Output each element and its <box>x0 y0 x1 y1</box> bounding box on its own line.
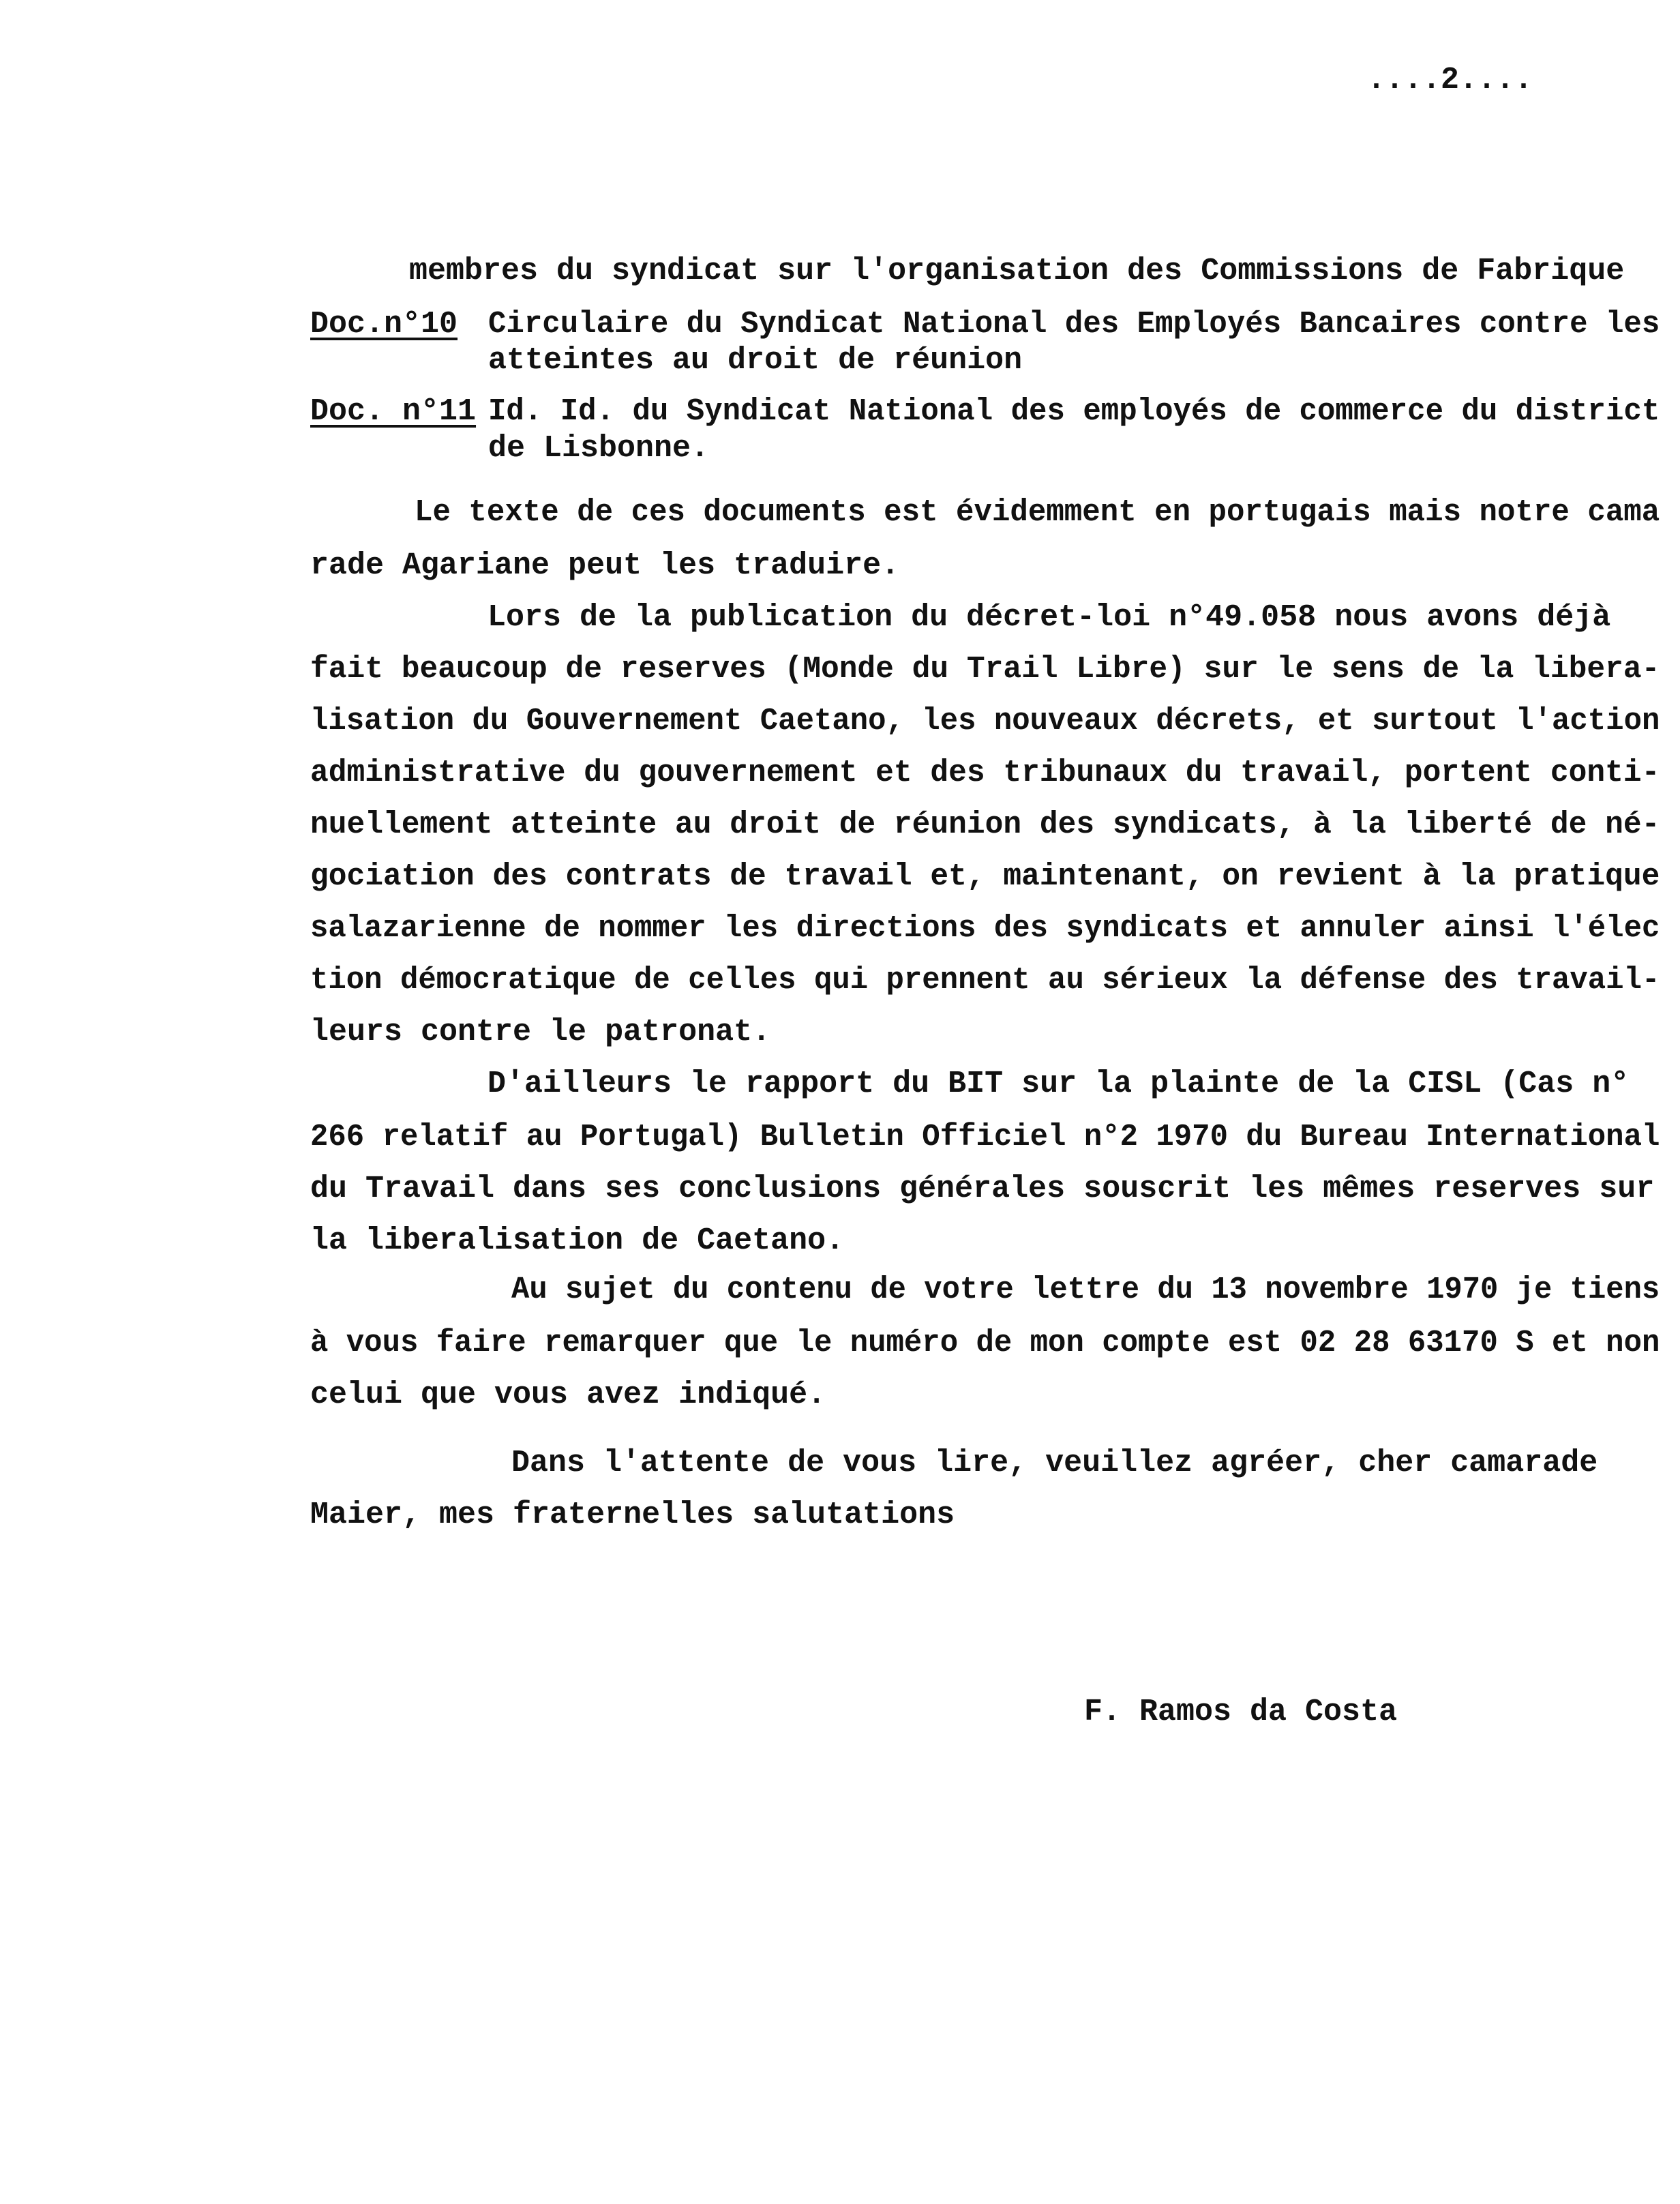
closing-line: Maier, mes fraternelles salutations <box>310 1498 955 1532</box>
page-number-marker: ....2.... <box>1367 63 1533 98</box>
para4-line: à vous faire remarquer que le numéro de mon compte est 02 28 63170 S et non <box>310 1326 1660 1360</box>
para2-line: Lors de la publication du décret-loi n°49.058 nous avons déjà <box>487 600 1611 635</box>
para2-line: salazarienne de nommer les directions des syndicats et annuler ainsi l'élec <box>310 911 1660 946</box>
para2-line: tion démocratique de celles qui prennent au sérieux la défense des travail- <box>310 963 1660 998</box>
doc10-line1: Circulaire du Syndicat National des Employés Bancaires contre les <box>488 307 1660 342</box>
para3-line: D'ailleurs le rapport du BIT sur la plainte de la CISL (Cas n° <box>487 1067 1630 1101</box>
intro-line: membres du syndicat sur l'organisation des Commissions de Fabrique <box>409 254 1625 288</box>
para3-line: la liberalisation de Caetano. <box>310 1223 845 1258</box>
para1-line: rade Agariane peut les traduire. <box>310 548 900 583</box>
para3-line: 266 relatif au Portugal) Bulletin Officiel n°2 1970 du Bureau International <box>310 1120 1660 1155</box>
para4-line: celui que vous avez indiqué. <box>310 1378 826 1412</box>
para1-line: Le texte de ces documents est évidemment en portugais mais notre cama <box>415 495 1660 530</box>
closing-line: Dans l'attente de vous lire, veuillez agréer, cher camarade <box>511 1446 1598 1480</box>
doc11-line1: Id. Id. du Syndicat National des employés de commerce du district <box>488 394 1660 429</box>
para2-line: gociation des contrats de travail et, maintenant, on revient à la pratique <box>310 859 1660 894</box>
para3-line: du Travail dans ses conclusions générales souscrit les mêmes reserves sur <box>310 1172 1655 1206</box>
doc11-line2: de Lisbonne. <box>488 431 710 466</box>
doc11-ref: Doc. n°11 <box>310 394 477 429</box>
doc10-line2: atteintes au droit de réunion <box>488 343 1023 378</box>
signature: F. Ramos da Costa <box>1084 1695 1398 1729</box>
para2-line: lisation du Gouvernement Caetano, les nouveaux décrets, et surtout l'action <box>310 704 1660 739</box>
doc10-ref: Doc.n°10 <box>310 307 458 342</box>
para2-line: leurs contre le patronat. <box>310 1015 771 1049</box>
para2-line: nuellement atteinte au droit de réunion des syndicats, à la liberté de né- <box>310 807 1660 842</box>
para2-line: fait beaucoup de reserves (Monde du Trail Libre) sur le sens de la libera- <box>310 652 1660 687</box>
para4-line: Au sujet du contenu de votre lettre du 13 novembre 1970 je tiens <box>511 1272 1660 1307</box>
para2-line: administrative du gouvernement et des tribunaux du travail, portent conti- <box>310 756 1660 790</box>
